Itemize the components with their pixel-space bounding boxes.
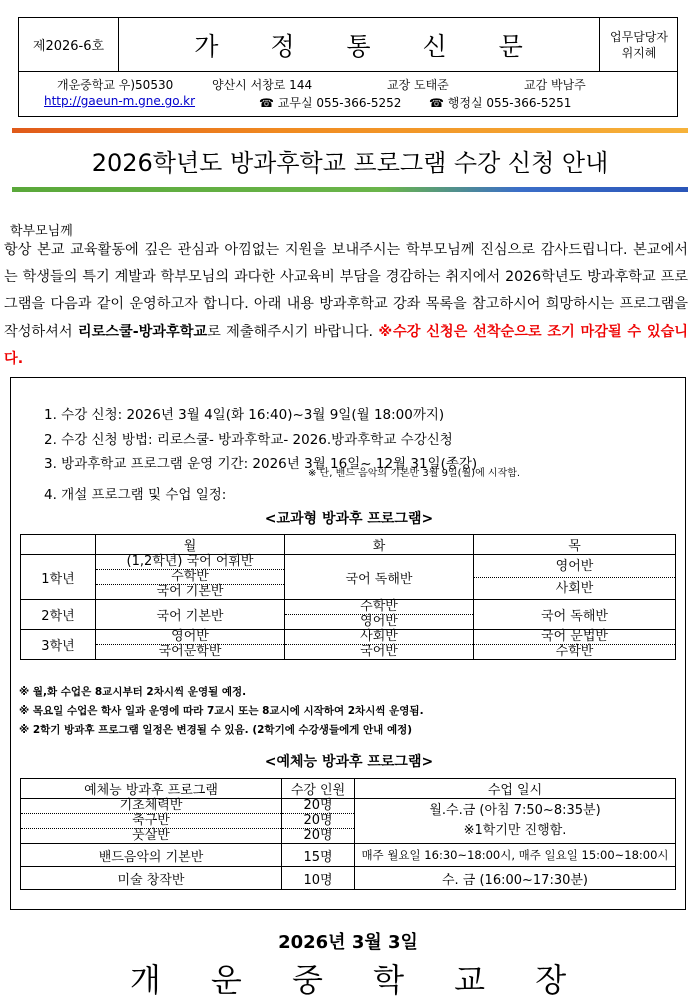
tue-cell <box>285 630 474 660</box>
tue-cell <box>285 600 474 630</box>
class-name: 풋살반 <box>132 828 170 843</box>
item-band-note: ※ 단, 밴드 음악의 기본반 3월 9일(월)에 시작함. <box>308 468 521 479</box>
art-program: 미술 창작반 <box>21 867 282 890</box>
letter-body-text-1: 항상 본교 교육활동에 깊은 관심과 아낌없는 지원을 보내주시는 학부모님께 진심으로 감사드립니다. 본교에서는 학생들의 특기 계발과 학부모님의 과다한 사교육비 부담을 경감하는 취지에서 2026학년도 방과후학교 프로그램을 다음과 같이 운영하고자 합니다. 아래 내용 방과후학교 강좌 목록을 참고하시어 희망하시는 프로그램을 작성하셔서 <box>4 242 688 340</box>
program-box <box>10 377 686 910</box>
note-mon-tue: ※ 월,화 수업은 8교시부터 2차시씩 운영될 예정. <box>19 686 247 698</box>
class-name: 국어 기본반 <box>156 584 224 599</box>
class-name: (1,2학년) 국어 어휘반 <box>96 555 284 570</box>
band-schedule: 매주 월요일 16:30~18:00시, 매주 일요일 15:00~18:00시 <box>355 844 676 867</box>
admin-phone: ☎ 행정실 055-366-5251 <box>429 96 572 110</box>
class-name: 수학반 <box>555 644 594 659</box>
class-name: 영어반 <box>96 630 284 645</box>
table-corner <box>21 535 96 555</box>
school-info <box>19 71 677 117</box>
officer-name: 위지혜 <box>621 45 657 60</box>
art-schedule: 수. 금 (16:00~17:30분) <box>355 867 676 890</box>
class-name: 사회반 <box>555 580 594 596</box>
item-registration-period: 1. 수강 신청: 2026년 3월 4일(화 16:40)~3월 9일(월 18:00까지) <box>44 407 445 423</box>
letter-body <box>4 237 688 373</box>
grade-cell: 1학년 <box>21 555 96 600</box>
header-tue: 화 <box>285 535 474 555</box>
class-name: 영어반 <box>360 614 398 629</box>
band-program: 밴드음악의 기본반 <box>21 844 282 867</box>
issue-date: 2026년 3월 3일 <box>278 932 418 953</box>
arts-program-table <box>20 778 676 890</box>
table-row <box>21 867 676 890</box>
mon-cell <box>96 630 285 660</box>
class-name: 국어반 <box>360 644 398 659</box>
letter-body-text-2: 로 제출해주시기 바랍니다. <box>207 323 379 340</box>
item-registration-method: 2. 수강 신청 방법: 리로스쿨- 방과후학교- 2026.방과후학교 수강신청 <box>44 432 453 448</box>
note-second-semester: ※ 2학기 방과후 프로그램 일정은 변경될 수 있음. (2학기에 수강생들에게 안내 예정) <box>19 724 413 736</box>
subject-table-caption: <교과형 방과후 프로그램> <box>264 511 434 527</box>
capacity: 20명 <box>282 799 354 814</box>
class-name: 기초체력반 <box>21 799 281 814</box>
sports-schedule: 월.수.금 (아침 7:50~8:35분) <box>429 803 601 818</box>
header-schedule: 수업 일시 <box>355 779 676 799</box>
newsletter-header <box>18 17 678 117</box>
class-name: 국어 문법반 <box>474 630 675 645</box>
item-program-schedule: 4. 개설 프로그램 및 수업 일정: <box>44 487 227 503</box>
issue-number: 제2026-6호 <box>19 18 119 71</box>
class-name: 축구반 <box>21 814 281 829</box>
sports-capacity-cell <box>282 799 355 844</box>
class-name: 수학반 <box>285 600 473 615</box>
subject-program-table <box>20 534 676 660</box>
thu-cell: 국어 독해반 <box>474 600 676 630</box>
class-name: 영어반 <box>474 556 675 578</box>
mon-cell <box>96 555 285 600</box>
principal-name: 교장 도태준 <box>387 78 449 92</box>
officer-label: 업무담당자 <box>610 29 668 44</box>
header-capacity: 수강 인원 <box>282 779 355 799</box>
sports-program-cell <box>21 799 282 844</box>
school-principal-signature: 개 운 중 학 교 장 <box>129 961 587 999</box>
school-street: 양산시 서창로 144 <box>212 78 313 92</box>
grade-cell: 3학년 <box>21 630 96 660</box>
arts-table-caption: <예체능 방과후 프로그램> <box>264 754 434 770</box>
banner-bottom-bar <box>12 187 688 192</box>
thu-cell <box>474 555 676 600</box>
thu-cell <box>474 630 676 660</box>
banner-top-bar <box>12 128 688 133</box>
header-top-row <box>19 18 677 72</box>
grade-cell: 2학년 <box>21 600 96 630</box>
art-capacity: 10명 <box>282 867 355 890</box>
letter-body-brand: 리로스쿨-방과후학교 <box>77 323 208 340</box>
sports-note: ※1학기만 진행함. <box>463 823 567 838</box>
letter-body-warning: ※수강 신청은 선착순으로 조기 마감될 수 있습니다. <box>4 323 689 367</box>
table-row <box>21 555 676 600</box>
mon-cell: 국어 기본반 <box>96 600 285 630</box>
staff-phone: ☎ 교무실 055-366-5252 <box>259 96 402 110</box>
table-row <box>21 600 676 630</box>
tue-cell: 국어 독해반 <box>285 555 474 600</box>
class-name: 국어문학반 <box>158 644 222 659</box>
class-name: 수학반 <box>96 570 284 585</box>
header-mon: 월 <box>96 535 285 555</box>
school-url-link[interactable]: http://gaeun-m.gne.go.kr <box>44 94 196 108</box>
band-capacity: 15명 <box>282 844 355 867</box>
newsletter-title: 가 정 통 신 문 <box>118 18 600 71</box>
item-operation-period: 3. 방과후학교 프로그램 운영 기간: 2026년 3월 16일~ 12월 31일(종강) <box>44 456 478 472</box>
class-name: 사회반 <box>285 630 473 645</box>
note-thursday: ※ 목요일 수업은 학사 일과 운영에 따라 7교시 또는 8교시에 시작하여 2차시씩 운영됨. <box>19 705 424 717</box>
school-address: 개운중학교 우)50530 <box>57 78 174 92</box>
greeting: 학부모님께 <box>10 224 73 239</box>
header-program: 예체능 방과후 프로그램 <box>21 779 282 799</box>
capacity: 20명 <box>282 814 354 829</box>
capacity: 20명 <box>303 828 333 843</box>
sports-schedule-cell <box>355 799 676 844</box>
header-thu: 목 <box>474 535 676 555</box>
table-row <box>21 844 676 867</box>
table-row <box>21 630 676 660</box>
notice-title: 2026학년도 방과후학교 프로그램 수강 신청 안내 <box>91 148 609 177</box>
officer-cell <box>601 18 677 71</box>
table-row <box>21 799 676 844</box>
vice-principal-name: 교감 박남주 <box>524 78 586 92</box>
